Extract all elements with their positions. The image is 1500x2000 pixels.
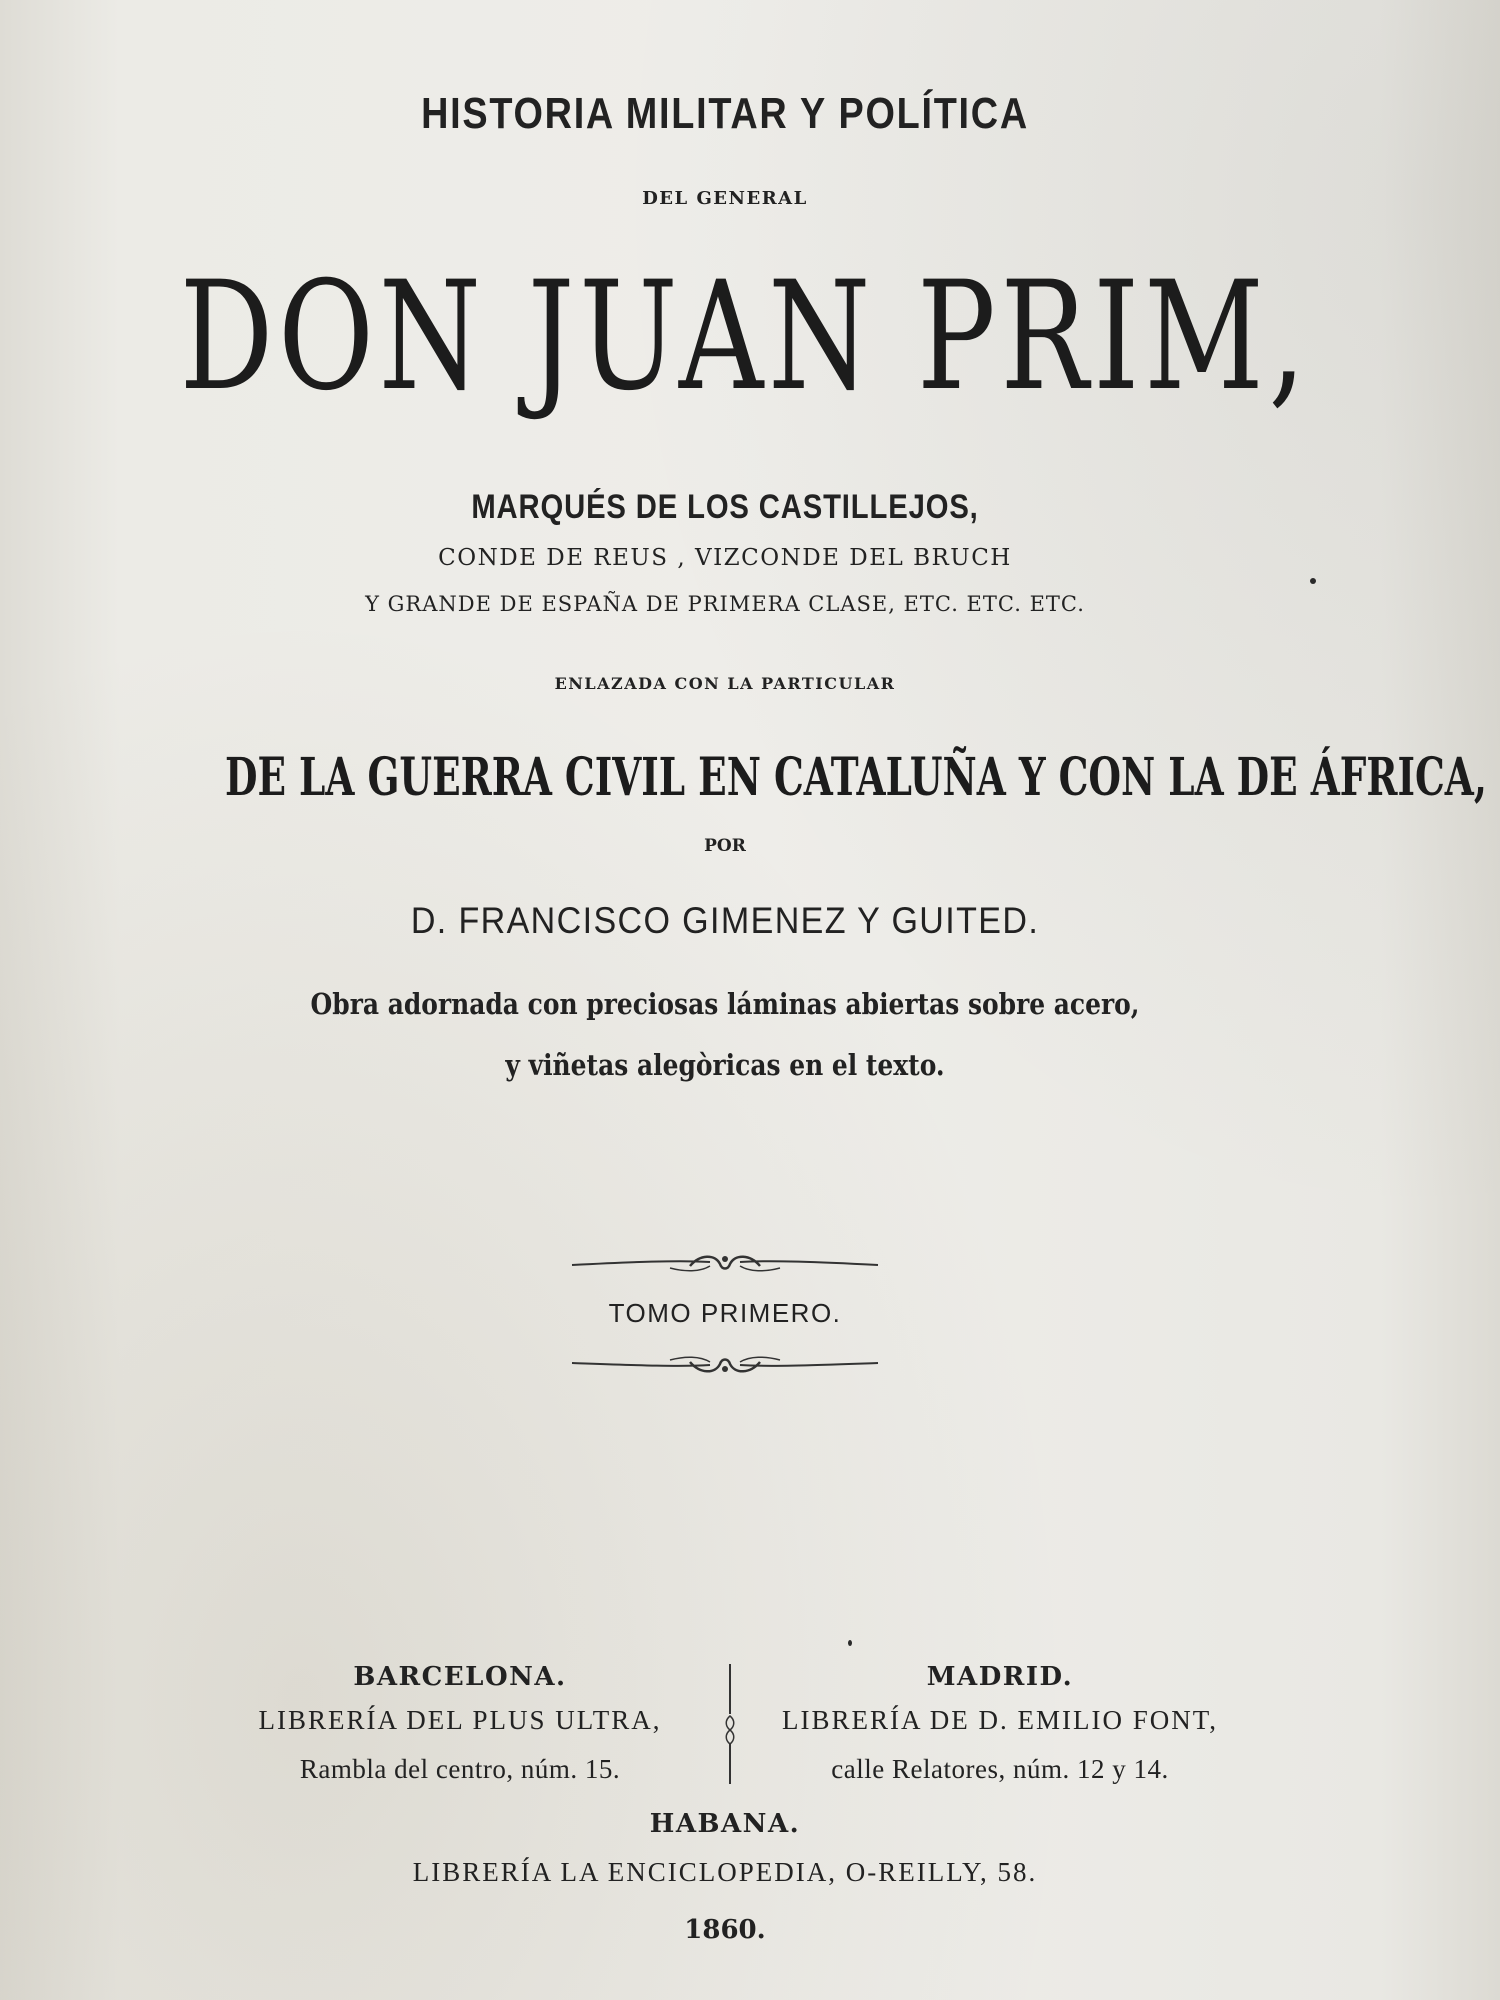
barcelona-city: BARCELONA.	[353, 1662, 567, 1692]
description-line-1: Obra adornada con preciosas láminas abiertas sobre acero,	[310, 987, 1140, 1021]
author-line: D. FRANCISCO GIMENEZ Y GUITED.	[410, 900, 1040, 941]
barcelona-shop: LIBRERÍA DEL PLUS ULTRA,	[258, 1705, 662, 1735]
ornamental-divider-icon	[723, 1664, 737, 1784]
madrid-address: calle Relatores, núm. 12 y 14.	[831, 1754, 1169, 1784]
description-line-2: y viñetas alegòricas en el texto.	[505, 1048, 945, 1082]
habana-city: HABANA.	[649, 1809, 801, 1839]
publication-year: 1860.	[684, 1915, 766, 1945]
madrid-shop: LIBRERÍA DE D. EMILIO FONT,	[782, 1705, 1218, 1735]
book-title-top: HISTORIA MILITAR Y POLÍTICA	[421, 89, 1029, 138]
por-line: POR	[704, 836, 746, 856]
enlazada-line: ENLAZADA CON LA PARTICULAR	[554, 674, 896, 693]
marques-line: MARQUÉS DE LOS CASTILLEJOS,	[471, 488, 979, 526]
conde-line: CONDE DE REUS , VIZCONDE DEL BRUCH	[438, 545, 1012, 571]
habana-shop: LIBRERÍA LA ENCICLOPEDIA, O-REILLY, 58.	[412, 1857, 1038, 1887]
del-general-line: DEL GENERAL	[642, 188, 808, 209]
ink-speck	[848, 1640, 852, 1646]
guerra-heading: DE LA GUERRA CIVIL EN CATALUÑA Y CON LA DE ÁFRICA,	[225, 747, 1487, 808]
madrid-city: MADRID.	[926, 1662, 1074, 1692]
grande-line: Y GRANDE DE ESPAÑA DE PRIMERA CLASE, ETC. ETC. ETC.	[365, 592, 1085, 616]
main-name-heading: DON JUAN PRIM,	[179, 250, 1311, 424]
volume-label: TOMO PRIMERO.	[608, 1298, 842, 1328]
ink-speck	[1310, 578, 1316, 584]
ornament-flourish-icon	[570, 1348, 880, 1378]
barcelona-address: Rambla del centro, núm. 15.	[299, 1754, 621, 1784]
ornament-flourish-icon	[570, 1250, 880, 1280]
